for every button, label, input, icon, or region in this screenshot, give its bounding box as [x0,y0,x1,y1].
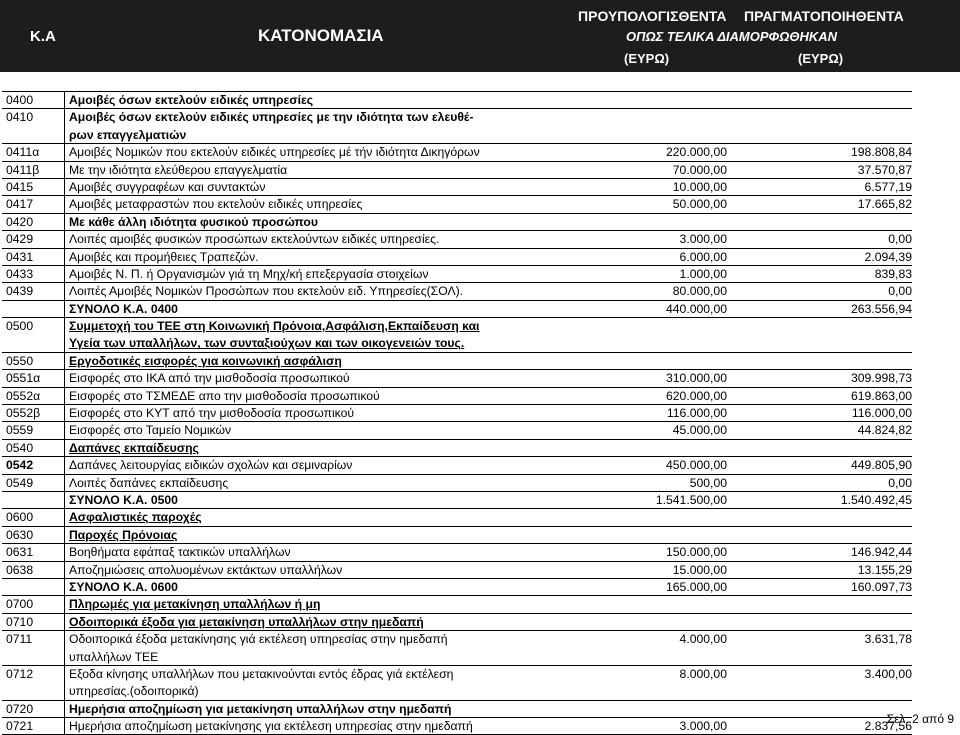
row-code: 0710 [6,614,34,629]
table-row [2,475,912,492]
header-budget: ΠΡΟΥΠΟΛΟΓΙΣΘΕΝΤΑ [578,8,727,24]
table-row [2,457,912,474]
row-code: 0551α [6,371,41,386]
row-budget-value: 15.000,00 [672,562,727,577]
row-description: Με την ιδιότητα ελεύθερου επαγγελματία [69,162,288,177]
row-actual-value: 309.998,73 [851,371,912,386]
row-description: Οδοιπορικά έξοδα μετακίνησης γιά εκτέλεση υπηρεσίας στην ημεδαπή [69,632,448,647]
row-code: 0720 [6,701,34,716]
row-code: 0542 [6,458,34,473]
table-row [2,231,912,248]
row-code: 0700 [6,597,34,612]
row-actual-value: 6.577,19 [864,179,912,194]
row-description: Εισφορές στο ΙΚΑ από την μισθοδοσία προσωπικού [69,371,350,386]
row-actual-value: 116.000,00 [851,406,912,421]
table-row [2,562,912,579]
row-actual-value: 3.631,78 [864,632,912,647]
row-description: Βοηθήματα εφάπαξ τακτικών υπαλλήλων [69,545,291,560]
row-description: Ημερήσια αποζημίωση για μετακίνηση υπαλλήλων στην ημεδαπή [69,701,452,716]
row-actual-value: 2.837,56 [864,719,912,734]
row-budget-value: 165.000,00 [666,579,727,594]
row-description: Αμοιβές μεταφραστών που εκτελούν ειδικές υπηρεσίες [69,197,363,212]
row-actual-value: 2.094,39 [864,249,912,264]
header-code: Κ.Α [30,28,56,45]
table-row [2,544,912,561]
table-row [2,92,912,109]
row-code: 0638 [6,562,34,577]
row-actual-value: 17.665,82 [857,197,912,212]
row-code: 0439 [6,284,34,299]
table-row [2,405,912,422]
row-description: υπαλλήλων ΤΕΕ [69,649,159,664]
row-actual-value: 160.097,73 [851,579,912,594]
row-budget-value: 150.000,00 [666,545,727,560]
row-actual-value: 0,00 [888,475,912,490]
row-description: Λοιπές αμοιβές φυσικών προσώπων εκτελούντων ειδικές υπηρεσίες. [69,232,440,247]
row-description: Αμοιβές και προμήθειες Τραπεζών. [69,249,259,264]
row-code: 0559 [6,423,34,438]
row-actual-value: 839,83 [874,266,912,281]
row-description: Παροχές Πρόνοιας [69,527,178,542]
row-code: 0552β [6,406,41,421]
row-description: Πληρωμές για μετακίνηση υπαλλήλων ή μη [69,597,321,612]
table-row [2,214,912,231]
row-code: 0415 [6,179,34,194]
header-unit-budget: (ΕΥΡΩ) [624,51,670,66]
row-code: 0420 [6,214,34,229]
row-actual-value: 13.155,29 [857,562,912,577]
row-actual-value: 263.556,94 [851,301,912,316]
row-budget-value: 70.000,00 [672,162,727,177]
row-description: Εισφορές στο Ταμείο Νομικών [69,423,232,438]
row-description: Συμμετοχή του ΤΕΕ στη Κοινωνική Πρόνοια,Ασφάλιση,Εκπαίδευση και [69,319,480,334]
row-code: 0411α [6,145,40,160]
table-row [2,440,912,457]
row-description: ρων επαγγελματιών [69,127,187,142]
table-row [2,492,912,509]
table-row [2,596,912,613]
row-code: 0433 [6,266,34,281]
row-actual-value: 619.863,00 [851,388,912,403]
row-description: Δαπάνες λειτουργίας ειδικών σχολών και σεμιναρίων [69,458,353,473]
header-name: ΚΑΤΟΝΟΜΑΣΙΑ [258,26,384,45]
table-row [2,144,912,161]
table-row [2,109,912,126]
row-description: Οδοιπορικά έξοδα για μετακίνηση υπαλλήλων στην ημεδαπή [69,614,424,629]
row-description: ΣΥΝΟΛΟ Κ.Α. 0600 [69,579,178,594]
row-actual-value: 449.805,90 [851,458,912,473]
header-actual: ΠΡΑΓΜΑΤΟΠΟΙΗΘΕΝΤΑ [744,8,904,24]
table-row [2,579,912,596]
table-row [2,631,912,648]
row-description: ΣΥΝΟΛΟ Κ.Α. 0500 [69,492,178,507]
row-description: Υγεία των υπαλλήλων, των συνταξιούχων και των οικογενειών τους. [69,336,465,351]
row-code: 0431 [6,249,34,264]
row-code: 0600 [6,510,34,525]
row-description: υπηρεσίας.(οδοιπορικά) [69,684,199,699]
row-code: 0500 [6,319,34,334]
row-code: 0721 [6,719,34,734]
page-number: Σελ. 2 από 9 [886,712,954,726]
row-budget-value: 3.000,00 [679,232,727,247]
row-description: Αμοιβές όσων εκτελούν ειδικές υπηρεσίες [69,93,314,107]
row-code: 0540 [6,440,34,455]
row-description: Αμοιβές όσων εκτελούν ειδικές υπηρεσίες με την ιδιότητα των ελευθέ- [69,110,474,125]
row-code: 0550 [6,353,34,368]
row-actual-value: 0,00 [888,232,912,247]
row-description: Με κάθε άλλη ιδιότητα φυσικού προσώπου [69,214,318,229]
row-budget-value: 116.000,00 [666,406,727,421]
row-code: 0712 [6,666,34,681]
row-budget-value: 500,00 [689,475,727,490]
row-actual-value: 1.540.492,45 [840,492,912,507]
table-row [2,301,912,318]
budget-table [2,91,912,735]
table-row [2,614,912,631]
row-description: Ημερήσια αποζημίωση μετακίνησης για εκτέλεση υπηρεσίας στην ημεδαπή [69,719,473,734]
table-row [2,318,912,335]
row-description: Λοιπές Αμοιβές Νομικών Προσώπων που εκτελούν ειδ. Υπηρεσίες(ΣΟΛ). [69,284,464,299]
row-budget-value: 10.000,00 [672,179,727,194]
row-description: Εισφορές στο ΚΥΤ από την μισθοδοσία προσωπικού [69,406,355,421]
table-row [2,249,912,266]
row-budget-value: 3.000,00 [679,719,727,734]
table-row [2,649,912,666]
table-row [2,718,912,735]
table-row [2,527,912,544]
row-description: Εργοδοτικές εισφορές για κοινωνική ασφάλιση [69,353,342,368]
row-actual-value: 0,00 [888,284,912,299]
row-budget-value: 1.000,00 [679,266,727,281]
row-description: Εξοδα κίνησης υπαλλήλων που μετακινούνται εντός έδρας γιά εκτέλεση [69,666,454,681]
row-code: 0410 [6,110,34,125]
row-budget-value: 450.000,00 [666,458,727,473]
table-row [2,179,912,196]
row-code: 0417 [6,197,34,212]
table-row [2,509,912,526]
row-budget-value: 80.000,00 [672,284,727,299]
row-description: Εισφορές στο ΤΣΜΕΔΕ απο την μισθοδοσία προσωπικού [69,388,380,403]
row-budget-value: 8.000,00 [679,666,727,681]
row-actual-value: 146.942,44 [851,545,912,560]
header-subtitle: ΟΠΩΣ ΤΕΛΙΚΑ ΔΙΑΜΟΡΦΩΘΗΚΑΝ [626,29,838,44]
row-description: Αμοιβές Ν. Π. ή Οργανισμών γιά τη Μηχ/κή επεξεργασία στοιχείων [69,266,429,281]
row-description: ΣΥΝΟΛΟ Κ.Α. 0400 [69,301,178,316]
row-budget-value: 620.000,00 [666,388,727,403]
row-budget-value: 50.000,00 [672,197,727,212]
row-budget-value: 220.000,00 [666,145,727,160]
table-row [2,127,912,144]
column-divider [64,91,65,735]
row-code: 0552α [6,388,41,403]
row-budget-value: 45.000,00 [672,423,727,438]
table-row [2,701,912,718]
header-unit-actual: (ΕΥΡΩ) [798,51,844,66]
row-description: Αποζημιώσεις απολυομένων εκτάκτων υπαλλήλων [69,562,343,577]
row-actual-value: 44.824,82 [857,423,912,438]
row-budget-value: 4.000,00 [679,632,727,647]
table-row [2,370,912,387]
table-row [2,335,912,352]
table-row [2,266,912,283]
row-actual-value: 37.570,87 [857,162,912,177]
row-code: 0429 [6,232,34,247]
table-row [2,196,912,213]
row-budget-value: 1.541.500,00 [655,492,727,507]
table-row [2,353,912,370]
row-code: 0400 [6,93,34,107]
row-budget-value: 6.000,00 [679,249,727,264]
row-description: Ασφαλιστικές παροχές [69,510,202,525]
table-row [2,666,912,683]
row-budget-value: 310.000,00 [666,371,727,386]
table-row [2,422,912,439]
row-description: Αμοιβές Νομικών που εκτελούν ειδικές υπηρεσίες μέ τήν ιδιότητα Δικηγόρων [69,145,480,160]
table-row [2,388,912,405]
row-code: 0631 [6,545,34,560]
row-actual-value: 3.400,00 [864,666,912,681]
row-code: 0630 [6,527,34,542]
row-code: 0411β [6,162,40,177]
table-row [2,162,912,179]
table-row [2,283,912,300]
row-description: Αμοιβές συγγραφέων και συντακτών [69,179,266,194]
row-actual-value: 198.808,84 [851,145,912,160]
row-description: Λοιπές δαπάνες εκπαίδευσης [69,475,229,490]
row-code: 0711 [6,632,33,647]
row-budget-value: 440.000,00 [666,301,727,316]
table-header [0,0,960,72]
table-row [2,683,912,700]
row-code: 0549 [6,475,34,490]
row-description: Δαπάνες εκπαίδευσης [69,440,199,455]
